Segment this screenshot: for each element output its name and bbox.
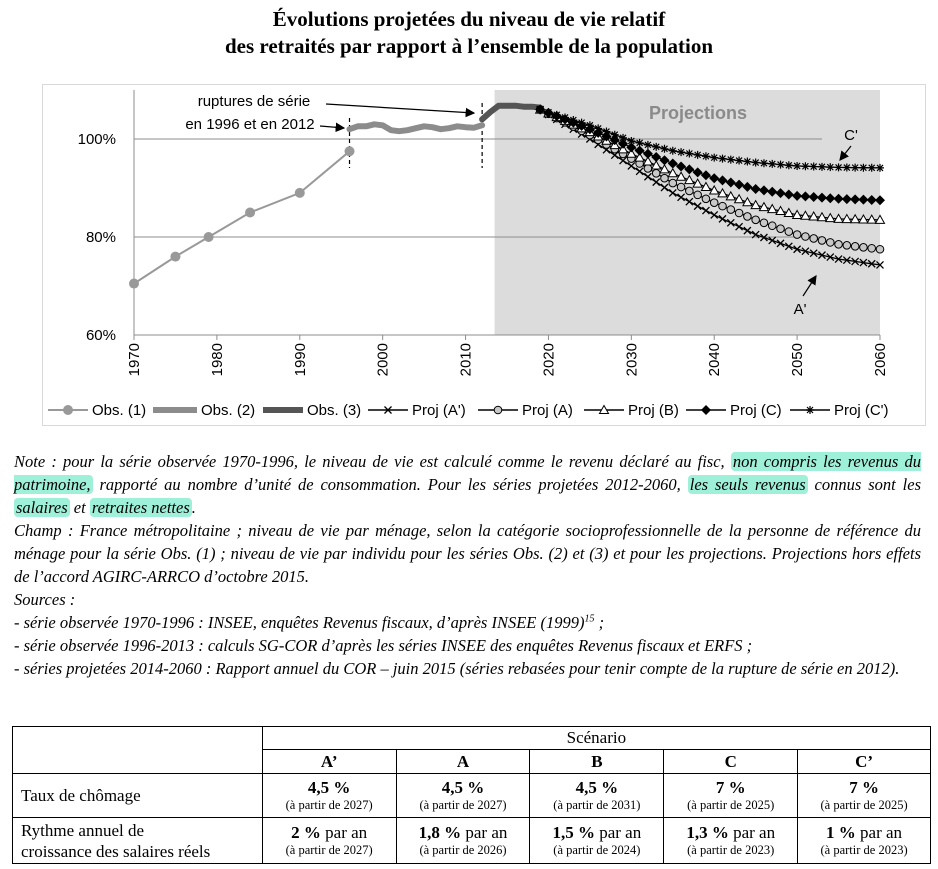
data-point-star <box>785 161 793 169</box>
data-point-circle <box>644 165 652 173</box>
cell-suffix: par an <box>594 823 642 842</box>
data-point-circle <box>810 235 818 243</box>
cell-value: 1,3 % <box>686 823 729 842</box>
data-point-star <box>752 159 760 167</box>
note-text: Note : pour la série observée 1970-1996, le niveau de vie est calculé comme le revenu déclaré au fisc, <box>14 452 731 471</box>
cell-suffix: par an <box>855 823 903 842</box>
data-point-circle <box>719 202 727 210</box>
data-point-star <box>818 163 826 171</box>
data-point-star <box>768 160 776 168</box>
data-point-star <box>876 164 884 172</box>
legend-label: Obs. (1) <box>92 402 147 419</box>
data-point-circle <box>760 219 768 227</box>
row-label-salaires <box>13 818 263 864</box>
title-line-1: Évolutions projetées du niveau de vie relatif <box>272 7 666 31</box>
table-cell <box>664 818 798 864</box>
data-point-circle <box>686 187 694 195</box>
cell-note: (à partir de 2023) <box>687 843 775 857</box>
annotation-arrow <box>326 104 474 113</box>
x-tick-label: 2050 <box>789 343 807 377</box>
data-point-circle <box>170 252 180 262</box>
cell-value: 1 % <box>826 823 856 842</box>
cell-note: (à partir de 2027) <box>285 798 373 812</box>
y-tick-label: 80% <box>85 229 116 246</box>
scenario-table <box>12 726 931 864</box>
data-point-star <box>660 145 668 153</box>
cell-value: 4,5 % <box>307 778 351 797</box>
cell-value: 1,8 % <box>418 823 462 842</box>
legend-item <box>584 406 624 414</box>
data-point-star <box>602 128 610 136</box>
row-label-chomage: Taux de chômage <box>13 774 263 818</box>
projection-label: Projections <box>648 103 748 123</box>
cell-suffix: par an <box>461 823 508 842</box>
x-tick-label: 1970 <box>126 343 143 377</box>
legend-item <box>48 405 88 415</box>
champ-paragraph: Champ : France métropolitaine ; niveau de vie par ménage, selon la catégorie socioprofessionnelle de la personne de référence du ménage pour la série Obs. (1) ; niveau de vie par individu pour les séries Obs. (2) et (3) et pour les projections. Projections hors effets de l’accord AGIRC-ARRCO d’octobre 2015. <box>14 521 921 586</box>
legend-label: Obs. (3) <box>307 402 362 419</box>
series-obs-1- <box>129 146 355 288</box>
legend-item <box>790 406 830 414</box>
data-point-circle <box>802 233 810 241</box>
data-point-circle <box>843 242 851 250</box>
x-tick-label: 2060 <box>872 343 889 377</box>
data-point-star <box>710 154 718 162</box>
data-point-circle <box>661 174 669 182</box>
data-point-circle <box>735 209 743 217</box>
y-tick-label: 100% <box>77 131 116 148</box>
data-point-star <box>702 152 710 160</box>
data-point-circle <box>818 237 826 245</box>
data-point-star <box>868 164 876 172</box>
cell-note: (à partir de 2025) <box>820 798 908 812</box>
data-point-star <box>677 148 685 156</box>
data-point-circle <box>777 225 785 233</box>
data-point-circle <box>727 206 735 214</box>
data-point-star <box>619 134 627 142</box>
y-tick-label: 60% <box>85 327 116 344</box>
data-point-star <box>743 158 751 166</box>
legend-swatch <box>63 405 73 415</box>
data-point-star <box>801 162 809 170</box>
annotation-line: en 1996 et en 2012 <box>185 116 315 133</box>
data-point-star <box>727 156 735 164</box>
legend-label: Proj (B) <box>628 402 679 419</box>
data-point-circle <box>245 208 255 218</box>
data-point-star <box>826 163 834 171</box>
x-tick-label: 2000 <box>374 343 392 377</box>
footnote-ref: 15 <box>584 613 595 625</box>
data-point-star <box>859 164 867 172</box>
legend-item <box>368 407 408 414</box>
note-text: connus sont les <box>807 475 921 494</box>
data-point-star <box>760 159 768 167</box>
cell-note: (à partir de 2023) <box>820 843 908 857</box>
data-point-star <box>777 161 785 169</box>
table-corner <box>13 727 263 774</box>
data-point-circle <box>860 243 868 251</box>
data-point-star <box>544 108 552 116</box>
data-point-star <box>536 106 544 114</box>
series-obs-2- <box>350 124 483 131</box>
legend-label: Proj (A') <box>412 402 466 419</box>
data-point-circle <box>345 146 355 156</box>
column-header: C’ <box>798 750 931 774</box>
data-point-circle <box>835 241 843 249</box>
legend-item <box>478 406 518 414</box>
data-point-circle <box>793 231 801 239</box>
cell-value: 7 % <box>849 778 879 797</box>
data-point-circle <box>677 183 685 191</box>
column-header: A’ <box>262 750 396 774</box>
data-point-circle <box>295 188 305 198</box>
data-point-star <box>627 137 635 145</box>
data-point-star <box>719 155 727 163</box>
highlight-retraites-nettes: retraites nettes <box>91 498 190 517</box>
table-cell <box>530 818 664 864</box>
cell-note: (à partir de 2026) <box>419 843 507 857</box>
x-tick-label: 1980 <box>208 343 226 377</box>
data-point-star <box>694 151 702 159</box>
data-point-star <box>806 406 814 414</box>
cell-value: 4,5 % <box>441 778 485 797</box>
series-line <box>350 124 483 131</box>
data-point-circle <box>744 213 752 221</box>
data-point-circle <box>694 191 702 199</box>
series-label-c-prime: C' <box>844 127 858 144</box>
cell-suffix: par an <box>728 823 776 842</box>
note-text: rapporté au nombre d’unité de consommation. Pour les séries projetées 2012-2060, <box>92 475 688 494</box>
cell-value: 1,5 % <box>552 823 595 842</box>
data-point-circle <box>752 216 760 224</box>
cell-note: (à partir de 2027) <box>419 798 507 812</box>
data-point-star <box>586 121 594 129</box>
annotation-arrow <box>320 126 344 128</box>
cell-note: (à partir de 2025) <box>687 798 775 812</box>
table-cell <box>664 774 798 818</box>
data-point-star <box>652 143 660 151</box>
data-point-circle <box>826 239 834 247</box>
table-cell <box>262 774 396 818</box>
x-tick-label: 2010 <box>457 343 475 377</box>
legend-item <box>686 405 726 415</box>
cell-note: (à partir de 2031) <box>553 798 641 812</box>
data-point-circle <box>652 170 660 178</box>
cell-value: 4,5 % <box>575 778 619 797</box>
legend-label: Proj (C') <box>834 402 889 419</box>
x-tick-label: 2030 <box>623 343 641 377</box>
data-point-circle <box>768 222 776 230</box>
data-point-circle <box>702 195 710 203</box>
data-point-circle <box>669 179 677 187</box>
data-point-circle <box>494 406 502 414</box>
series-line <box>134 151 350 283</box>
data-point-star <box>636 139 644 147</box>
legend-label: Proj (C) <box>730 402 782 419</box>
data-point-circle <box>785 228 793 236</box>
source-item <box>14 611 921 634</box>
data-point-circle <box>868 244 876 252</box>
highlight-salaires: salaires <box>16 498 68 517</box>
data-point-star <box>561 113 569 121</box>
cell-suffix: par an <box>320 823 368 842</box>
row-label-line: Rythme annuel de <box>21 820 145 840</box>
table-cell <box>262 818 396 864</box>
source-item: - série observée 1996-2013 : calculs SG-COR d’après les séries INSEE des enquêtes Revenus fiscaux et ERFS ; <box>14 636 753 655</box>
scenario-header: Scénario <box>262 727 930 750</box>
data-point-star <box>553 111 561 119</box>
data-point-circle <box>876 245 884 253</box>
data-point-circle <box>204 232 214 242</box>
highlight-seuls-revenus: les seuls revenus <box>689 475 806 494</box>
cell-value: 7 % <box>715 778 746 797</box>
chart-notes <box>14 450 921 680</box>
highlight-patrimoine: non compris les revenus du patrimoine, <box>14 452 921 494</box>
data-point-star <box>669 147 677 155</box>
data-point-star <box>611 131 619 139</box>
note-text: . <box>191 498 196 517</box>
data-point-circle <box>710 199 718 207</box>
data-point-star <box>851 164 859 172</box>
source-item: - séries projetées 2014-2060 : Rapport annuel du COR – juin 2015 (séries rebasées pour tenir compte de la rupture de série en 2012). <box>14 659 900 678</box>
x-tick-label: 2040 <box>706 343 724 377</box>
column-header: C <box>664 750 798 774</box>
table-cell <box>396 818 530 864</box>
data-point-star <box>843 164 851 172</box>
cell-note: (à partir de 2024) <box>553 843 641 857</box>
note-paragraph <box>14 450 921 519</box>
x-tick-label: 2020 <box>540 343 558 377</box>
data-point-star <box>735 157 743 165</box>
legend-label: Obs. (2) <box>201 402 256 419</box>
table-cell <box>798 818 931 864</box>
table-cell <box>396 774 530 818</box>
data-point-star <box>835 163 843 171</box>
data-point-star <box>793 162 801 170</box>
sources-heading: Sources : <box>14 590 76 609</box>
data-point-star <box>578 119 586 127</box>
source-text: - série observée 1970-1996 : INSEE, enquêtes Revenus fiscaux, d’après INSEE (1999) <box>14 613 585 632</box>
data-point-star <box>810 163 818 171</box>
data-point-star <box>685 150 693 158</box>
data-point-star <box>569 116 577 124</box>
source-text: ; <box>594 613 605 632</box>
table-cell <box>798 774 931 818</box>
column-header: A <box>396 750 530 774</box>
legend-label: Proj (A) <box>522 402 573 419</box>
annotation-line: ruptures de série <box>197 93 311 110</box>
cell-value: 2 % <box>291 823 321 842</box>
data-point-circle <box>129 279 139 289</box>
title-line-2: des retraités par rapport à l’ensemble de la population <box>224 34 714 58</box>
data-point-diamond <box>701 405 711 415</box>
table-cell <box>530 774 664 818</box>
note-text: et <box>69 498 90 517</box>
series-label-a-prime: A' <box>793 301 807 318</box>
column-header: B <box>530 750 664 774</box>
cell-note: (à partir de 2027) <box>285 843 373 857</box>
data-point-circle <box>851 243 859 251</box>
data-point-star <box>644 141 652 149</box>
data-point-star <box>594 124 602 132</box>
row-label-line: croissance des salaires réels <box>21 841 211 861</box>
x-tick-label: 1990 <box>291 343 309 377</box>
